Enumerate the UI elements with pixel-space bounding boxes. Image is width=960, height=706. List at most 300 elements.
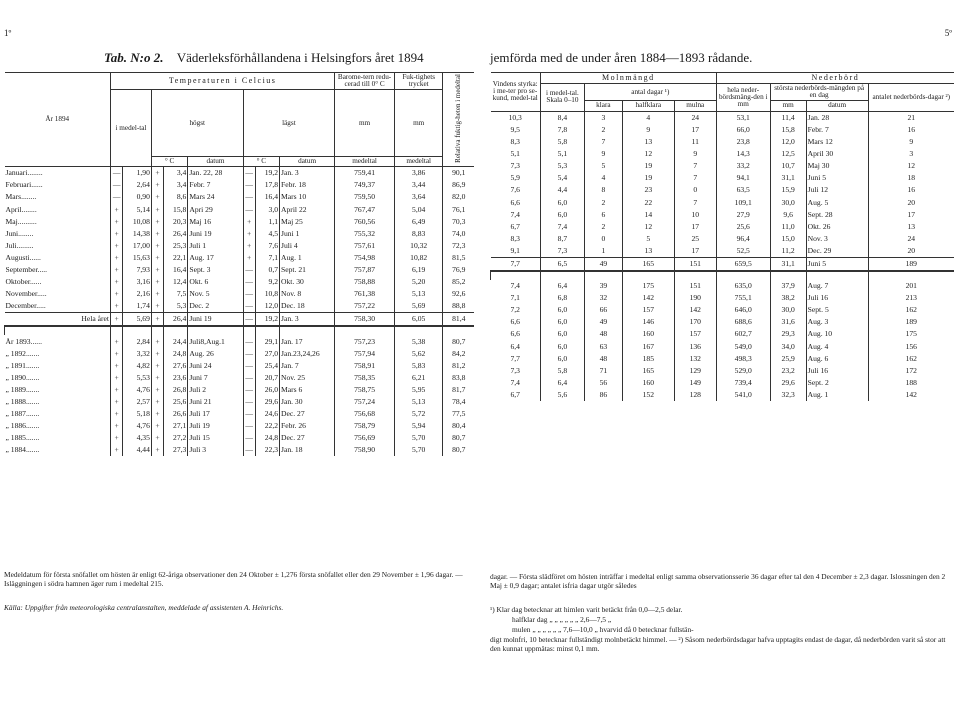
table-cell-hi: 22,1 — [164, 252, 188, 264]
table-cell-hi-date: Juli 19 — [188, 420, 243, 432]
table-cell-baro: 757,24 — [335, 396, 395, 408]
table-cell-date: Sept. 28 — [806, 208, 868, 220]
table-cell-clear: 66 — [584, 304, 622, 316]
table-cell-rel: 81,4 — [443, 313, 474, 327]
table-row — [5, 372, 475, 384]
table-cell-date: Nov. 3 — [806, 233, 868, 245]
table-cell-half: 12 — [622, 148, 674, 160]
table-cell-s2: + — [151, 359, 163, 371]
table-cell-s3: — — [243, 264, 255, 276]
table-cell-half: 160 — [622, 328, 674, 340]
table-cell-lo-date: Jan.23,24,26 — [280, 347, 335, 359]
table-cell-cm: 6,0 — [540, 328, 584, 340]
header-humidity: Fuk-tighets trycket — [394, 73, 443, 90]
table-cell-tot: 23,8 — [716, 136, 770, 148]
table-cell-lo-date: Jan. 18 — [280, 444, 335, 456]
table-cell-rel: 78,4 — [443, 396, 474, 408]
spacer-cell — [164, 326, 188, 335]
table-cell-hi: 3,4 — [164, 167, 188, 180]
table-cell-lo-date: Mars 10 — [280, 191, 335, 203]
table-cell-label: „ 1885....... — [5, 433, 40, 443]
table-cell-s2: + — [151, 228, 163, 240]
table-cell-over: 128 — [674, 389, 716, 401]
header-half: halfklara — [622, 101, 674, 111]
table-cell-wind: 8,3 — [510, 137, 520, 147]
table-cell-clear: 86 — [584, 389, 622, 401]
spacer-cell — [255, 326, 279, 335]
table-cell-label: April........ — [5, 204, 37, 214]
table-cell-clear: 49 — [584, 257, 622, 271]
table-cell-over: 132 — [674, 352, 716, 364]
table-cell-max: 23,2 — [770, 364, 806, 376]
table-cell-lo: 16,4 — [255, 191, 279, 203]
table-row — [491, 208, 955, 220]
table-cell-half: 22 — [622, 196, 674, 208]
header-clear: klara — [584, 101, 622, 111]
table-cell-tot: 541,0 — [716, 389, 770, 401]
table-cell-lo-date: Maj 25 — [280, 215, 335, 227]
table-cell-wind: 7,4 — [510, 209, 520, 219]
table-cell-hi-date: Juni 7 — [188, 372, 243, 384]
header-wind: Vindens styrka: i me-ter pro se-kund, medel-tal — [491, 73, 541, 112]
table-cell-tot: 602,7 — [716, 328, 770, 340]
table-cell-over: 24 — [674, 111, 716, 124]
table-cell-label: Juni........ — [5, 228, 34, 238]
spacer-cell — [491, 271, 541, 280]
table-row — [491, 389, 955, 401]
table-cell-clear: 39 — [584, 280, 622, 292]
table-cell-over: 9 — [674, 148, 716, 160]
table-cell-cm: 6,4 — [540, 377, 584, 389]
table-cell-tot: 529,0 — [716, 364, 770, 376]
table-cell-hum: 5,69 — [394, 300, 443, 313]
table-cell-wind: 7,4 — [510, 377, 520, 387]
table-cell-s2: + — [151, 313, 163, 327]
table-cell-hum: 10,32 — [394, 240, 443, 252]
table-cell-baro: 767,47 — [335, 203, 395, 215]
table-cell-half: 160 — [622, 377, 674, 389]
table-cell-hi: 8,6 — [164, 191, 188, 203]
table-cell-half: 146 — [622, 316, 674, 328]
table-cell-wind: 6,4 — [510, 341, 520, 351]
table-cell-hum: 5,95 — [394, 384, 443, 396]
table-cell-lo: 3,0 — [255, 203, 279, 215]
table-row — [5, 191, 475, 203]
table-cell-mean: 0,90 — [123, 191, 152, 203]
table-cell-wind: 7,3 — [510, 365, 520, 375]
table-cell-max: 34,0 — [770, 340, 806, 352]
table-cell-s1: — — [111, 179, 123, 191]
table-cell-lo: 9,2 — [255, 276, 279, 288]
spacer-cell — [243, 326, 255, 335]
note-1: ¹) Klar dag betecknar att himlen varit betäckt från 0,0—2,5 delar. — [490, 605, 683, 614]
table-cell-date: Juli 16 — [806, 364, 868, 376]
spacer-row — [5, 326, 475, 335]
table-cell-half: 5 — [622, 233, 674, 245]
table-cell-s1: + — [111, 240, 123, 252]
table-cell-rel: 90,1 — [443, 167, 474, 180]
table-row — [491, 245, 955, 258]
table-cell-max: 31,1 — [770, 257, 806, 271]
table-cell-s2: + — [151, 420, 163, 432]
table-cell-tot: 25,6 — [716, 220, 770, 232]
table-cell-mean: 15,63 — [123, 252, 152, 264]
table-cell-n: 20 — [868, 245, 954, 258]
table-cell-hi: 25,6 — [164, 396, 188, 408]
table-cell-s1: + — [111, 300, 123, 313]
table-cell-rel: 76,1 — [443, 203, 474, 215]
table-cell-baro: 758,35 — [335, 372, 395, 384]
table-cell-mean: 2,57 — [123, 396, 152, 408]
table-cell-half: 19 — [622, 160, 674, 172]
table-cell-wind: 9,1 — [510, 245, 520, 255]
table-cell-half: 175 — [622, 280, 674, 292]
table-cell-s3: — — [243, 313, 255, 327]
table-cell-clear: 49 — [584, 316, 622, 328]
table-cell-over: 10 — [674, 208, 716, 220]
header-overcast: mulna — [674, 101, 716, 111]
table-cell-date: Dec. 29 — [806, 245, 868, 258]
table-cell-tot: 94,1 — [716, 172, 770, 184]
spacer-cell — [394, 326, 443, 335]
table-cell-wind: 7,7 — [510, 353, 520, 363]
table-cell-label: September..... — [5, 265, 48, 275]
table-cell-lo: 29,1 — [255, 335, 279, 347]
table-cell-cm: 6,0 — [540, 316, 584, 328]
table-cell-max: 38,2 — [770, 292, 806, 304]
table-row — [491, 220, 955, 232]
table-cell-rel: 82,0 — [443, 191, 474, 203]
table-cell-max: 31,6 — [770, 316, 806, 328]
table-row — [491, 377, 955, 389]
header-hi-date: datum — [188, 156, 243, 166]
table-cell-date: Aug. 6 — [806, 352, 868, 364]
table-cell-date: Jan. 28 — [806, 111, 868, 124]
header-precip-mm: mm — [770, 101, 806, 111]
table-cell-mean: 4,35 — [123, 432, 152, 444]
table-cell-lo-date: Febr. 26 — [280, 420, 335, 432]
table-cell-tot: 27,9 — [716, 208, 770, 220]
table-row — [5, 384, 475, 396]
table-cell-rel: 80,4 — [443, 420, 474, 432]
table-cell-mean: 2,84 — [123, 335, 152, 347]
header-lo-date: datum — [280, 156, 335, 166]
table-cell-max: 32,3 — [770, 389, 806, 401]
table-row — [491, 364, 955, 376]
table-cell-s1: + — [111, 408, 123, 420]
table-row — [491, 304, 955, 316]
table-cell-rel: 81,2 — [443, 359, 474, 371]
table-cell-max: 12,5 — [770, 148, 806, 160]
table-cell-tot: 755,1 — [716, 292, 770, 304]
table-cell-mean: 14,38 — [123, 228, 152, 240]
table-cell-label: „ 1888....... — [5, 396, 40, 406]
table-cell-cm: 5,4 — [540, 172, 584, 184]
table-cell-hum: 5,13 — [394, 288, 443, 300]
table-cell-wind: 10,3 — [508, 112, 522, 122]
spacer-cell — [280, 326, 335, 335]
table-cell-clear: 0 — [584, 233, 622, 245]
table-cell-s2: + — [151, 396, 163, 408]
table-cell-n: 162 — [868, 304, 954, 316]
table-cell-hi: 7,5 — [164, 288, 188, 300]
footnote-left: Medeldatum för första snöfallet om hösten är enligt 62-åriga observationer den 24 Oktober ± 1,276 första snöfallet eller den 29 November ± 1,96 dagar. — Isläggningen i södra hamnen äger rum i medeltal 215. — [4, 570, 463, 588]
table-cell-hum: 5,20 — [394, 276, 443, 288]
spacer-cell — [443, 326, 474, 335]
table-row — [491, 124, 955, 136]
table-cell-wind: 6,7 — [510, 221, 520, 231]
page-title-left — [104, 50, 424, 66]
table-cell-lo-date: Jan. 3 — [280, 167, 335, 180]
table-cell-label: Januari........ — [5, 168, 43, 178]
table-row — [491, 148, 955, 160]
table-cell-lo: 17,8 — [255, 179, 279, 191]
table-cell-hi: 12,4 — [164, 276, 188, 288]
table-cell-cm: 6,8 — [540, 292, 584, 304]
table-cell-hum: 5,13 — [394, 396, 443, 408]
spacer-cell — [584, 271, 622, 280]
table-cell-s3: — — [243, 203, 255, 215]
table-cell-cm: 6,0 — [540, 208, 584, 220]
table-cell-lo: 10,8 — [255, 288, 279, 300]
table-cell-s1: + — [111, 432, 123, 444]
table-cell-mean: 2,64 — [123, 179, 152, 191]
table-cell-lo-date: Dec. 27 — [280, 408, 335, 420]
table-cell-rel: 77,5 — [443, 408, 474, 420]
table-cell-lo-date: Jan. 30 — [280, 396, 335, 408]
table-cell-baro: 757,22 — [335, 300, 395, 313]
table-cell-tot: 688,6 — [716, 316, 770, 328]
page-title-right: jemförda med de under åren 1884—1893 rådande. — [490, 50, 753, 65]
table-cell-n: 156 — [868, 340, 954, 352]
table-cell-hum: 6,19 — [394, 264, 443, 276]
table-cell-s2: + — [151, 384, 163, 396]
table-cell-over: 17 — [674, 124, 716, 136]
table-cell-rel: 80,7 — [443, 444, 474, 456]
table-cell-s3: — — [243, 276, 255, 288]
table-cell-lo: 20,7 — [255, 372, 279, 384]
table-cell-s2: + — [151, 264, 163, 276]
table-cell-rel: 81,7 — [443, 384, 474, 396]
table-row — [5, 264, 475, 276]
table-cell-hi-date: Juni 21 — [188, 396, 243, 408]
table-cell-baro: 749,37 — [335, 179, 395, 191]
table-cell-hum: 5,38 — [394, 335, 443, 347]
table-cell-hi-date: Juli 15 — [188, 432, 243, 444]
table-cell-max: 11,4 — [770, 111, 806, 124]
table-cell-max: 25,9 — [770, 352, 806, 364]
header-baro-mm: mm — [335, 90, 395, 156]
table-cell-half: 142 — [622, 292, 674, 304]
table-cell-lo-date: Juni 1 — [280, 228, 335, 240]
table-cell-s2: + — [151, 444, 163, 456]
table-cell-lo-date: Dec. 18 — [280, 300, 335, 313]
spacer-cell — [335, 326, 395, 335]
table-cell-n: 21 — [868, 111, 954, 124]
table-cell-date: Sept. 2 — [806, 377, 868, 389]
table-cell-label: December..... — [5, 301, 46, 311]
table-cell-label: November..... — [5, 289, 47, 299]
table-cell-baro: 757,94 — [335, 347, 395, 359]
table-cell-wind: 5,9 — [510, 173, 520, 183]
table-cell-wind: 7,1 — [510, 293, 520, 303]
table-cell-over: 25 — [674, 233, 716, 245]
table-cell-s1: + — [111, 252, 123, 264]
table-cell-n: 162 — [868, 352, 954, 364]
table-cell-lo: 1,1 — [255, 215, 279, 227]
table-row — [491, 172, 955, 184]
spacer-cell — [188, 326, 243, 335]
table-cell-max: 10,7 — [770, 160, 806, 172]
table-cell-hum: 5,94 — [394, 420, 443, 432]
table-cell-mean: 4,82 — [123, 359, 152, 371]
table-title: Väderleksförhållandena i Helsingfors året 1894 — [176, 50, 424, 65]
table-cell-baro: 759,50 — [335, 191, 395, 203]
weather-table-left — [4, 72, 474, 456]
table-cell-tot: 659,5 — [716, 257, 770, 271]
table-cell-s1: + — [111, 288, 123, 300]
table-cell-rel: 74,0 — [443, 228, 474, 240]
table-cell-mean: 5,18 — [123, 408, 152, 420]
table-cell-lo: 25,4 — [255, 359, 279, 371]
table-cell-hi-date: Juni 24 — [188, 359, 243, 371]
table-cell-s1: + — [111, 264, 123, 276]
table-row — [491, 328, 955, 340]
table-row — [491, 111, 955, 124]
table-cell-hi-date: Juli 17 — [188, 408, 243, 420]
table-cell-tot: 14,3 — [716, 148, 770, 160]
table-cell-rel: 86,9 — [443, 179, 474, 191]
table-cell-rel: 88,8 — [443, 300, 474, 313]
table-cell-clear: 7 — [584, 136, 622, 148]
table-cell-tot: 63,5 — [716, 184, 770, 196]
table-cell-n: 16 — [868, 124, 954, 136]
table-cell-n: 18 — [868, 172, 954, 184]
table-cell-s1: + — [111, 276, 123, 288]
table-cell-hi: 24,8 — [164, 347, 188, 359]
table-row — [5, 359, 475, 371]
table-cell-clear: 56 — [584, 377, 622, 389]
spacer-cell — [5, 326, 111, 335]
table-cell-hum: 6,49 — [394, 215, 443, 227]
table-cell-cm: 7,3 — [540, 245, 584, 258]
table-cell-wind: 7,3 — [510, 161, 520, 171]
table-cell-s3: — — [243, 384, 255, 396]
table-cell-rel: 85,2 — [443, 276, 474, 288]
table-cell-over: 129 — [674, 364, 716, 376]
table-cell-baro: 756,68 — [335, 408, 395, 420]
table-cell-clear: 2 — [584, 196, 622, 208]
table-cell-cm: 6,0 — [540, 304, 584, 316]
table-cell-rel: 72,3 — [443, 240, 474, 252]
table-cell-hi-date: Juli 2 — [188, 384, 243, 396]
table-cell-hi-date: Juni 19 — [188, 228, 243, 240]
table-cell-hum: 5,72 — [394, 408, 443, 420]
table-cell-lo: 26,0 — [255, 384, 279, 396]
table-cell-label: „ 1887....... — [5, 409, 40, 419]
table-row — [491, 136, 955, 148]
table-cell-s3: — — [243, 372, 255, 384]
table-cell-s3: + — [243, 240, 255, 252]
table-cell-half: 13 — [622, 136, 674, 148]
note-2: halfklar dag „ „ „ „ „ „ 2,6—7,5 „ — [512, 615, 612, 624]
table-cell-hi-date: Juli 1 — [188, 240, 243, 252]
table-cell-n: 13 — [868, 220, 954, 232]
header-lo-deg: ° C — [243, 156, 279, 166]
table-cell-s1: + — [111, 313, 123, 327]
table-cell-cm: 6,4 — [540, 280, 584, 292]
table-cell-wind: 8,3 — [510, 233, 520, 243]
spacer-row — [491, 271, 955, 280]
table-cell-hi: 26,8 — [164, 384, 188, 396]
table-row — [491, 352, 955, 364]
table-cell-tot: 53,1 — [716, 111, 770, 124]
table-cell-over: 190 — [674, 292, 716, 304]
table-cell-clear: 71 — [584, 364, 622, 376]
header-hum-mm: mm — [394, 90, 443, 156]
table-cell-s1: + — [111, 347, 123, 359]
table-cell-tot: 635,0 — [716, 280, 770, 292]
table-cell-wind: 6,6 — [510, 329, 520, 339]
table-cell-lo: 4,5 — [255, 228, 279, 240]
table-cell-n: 189 — [868, 257, 954, 271]
table-cell-mean: 1,74 — [123, 300, 152, 313]
note-4: digt molnfri, 10 betecknar fullständigt molnbetäckt himmel. — ²) Såsom nederbördsdagar hafva upptagits endast de dagar, då nederbörden varit så stor att den kunnat uppmätas: minst 0,1 mm. — [490, 635, 946, 653]
table-row — [491, 196, 955, 208]
table-row — [5, 288, 475, 300]
table-cell-hi: 5,3 — [164, 300, 188, 313]
table-cell-hi: 27,1 — [164, 420, 188, 432]
table-cell-cm: 6,0 — [540, 340, 584, 352]
table-cell-hum: 6,21 — [394, 372, 443, 384]
table-cell-hi-date: Jan. 22, 28 — [188, 167, 243, 180]
header-mean: i medel-tal — [111, 90, 152, 167]
table-cell-hum: 5,70 — [394, 444, 443, 456]
table-cell-hum: 10,82 — [394, 252, 443, 264]
table-cell-clear: 5 — [584, 160, 622, 172]
table-cell-mean: 4,44 — [123, 444, 152, 456]
header-temperature: Temperaturen i Celcius — [111, 73, 335, 90]
table-cell-label: Februari...... — [5, 180, 43, 190]
table-cell-s1: + — [111, 215, 123, 227]
header-precip: Nederbörd — [716, 73, 954, 84]
table-cell-hi: 27,6 — [164, 359, 188, 371]
table-cell-s2: + — [151, 252, 163, 264]
table-cell-half: 19 — [622, 172, 674, 184]
table-cell-s2: + — [151, 179, 163, 191]
table-cell-s1: + — [111, 372, 123, 384]
table-cell-n: 213 — [868, 292, 954, 304]
table-cell-baro: 757,61 — [335, 240, 395, 252]
table-cell-hi: 15,8 — [164, 203, 188, 215]
note-top-right: dagar. — Första slädföret om hösten inträffar i medeltal enligt samma observationsserie 36 dagar efter tal den 4 December ± 2,3 dagar. Islossningen den 2 Maj ± 0,9 dagar; antalet isfria dagar utgör således — [490, 572, 946, 590]
table-cell-hi-date: Apri 29 — [188, 203, 243, 215]
table-cell-lo-date: Jan. 17 — [280, 335, 335, 347]
table-cell-label: „ 1889....... — [5, 384, 40, 394]
table-cell-half: 157 — [622, 304, 674, 316]
table-cell-lo: 29,6 — [255, 396, 279, 408]
header-baro-mean: medeltal — [335, 156, 395, 166]
table-cell-baro: 758,75 — [335, 384, 395, 396]
weather-table-right — [490, 72, 954, 401]
table-cell-mean: 3,32 — [123, 347, 152, 359]
table-cell-over: 151 — [674, 257, 716, 271]
table-cell-date: Juli 12 — [806, 184, 868, 196]
table-cell-cm: 4,4 — [540, 184, 584, 196]
table-cell-cm: 8,7 — [540, 233, 584, 245]
spacer-cell — [806, 271, 868, 280]
table-cell-lo: 24,8 — [255, 432, 279, 444]
